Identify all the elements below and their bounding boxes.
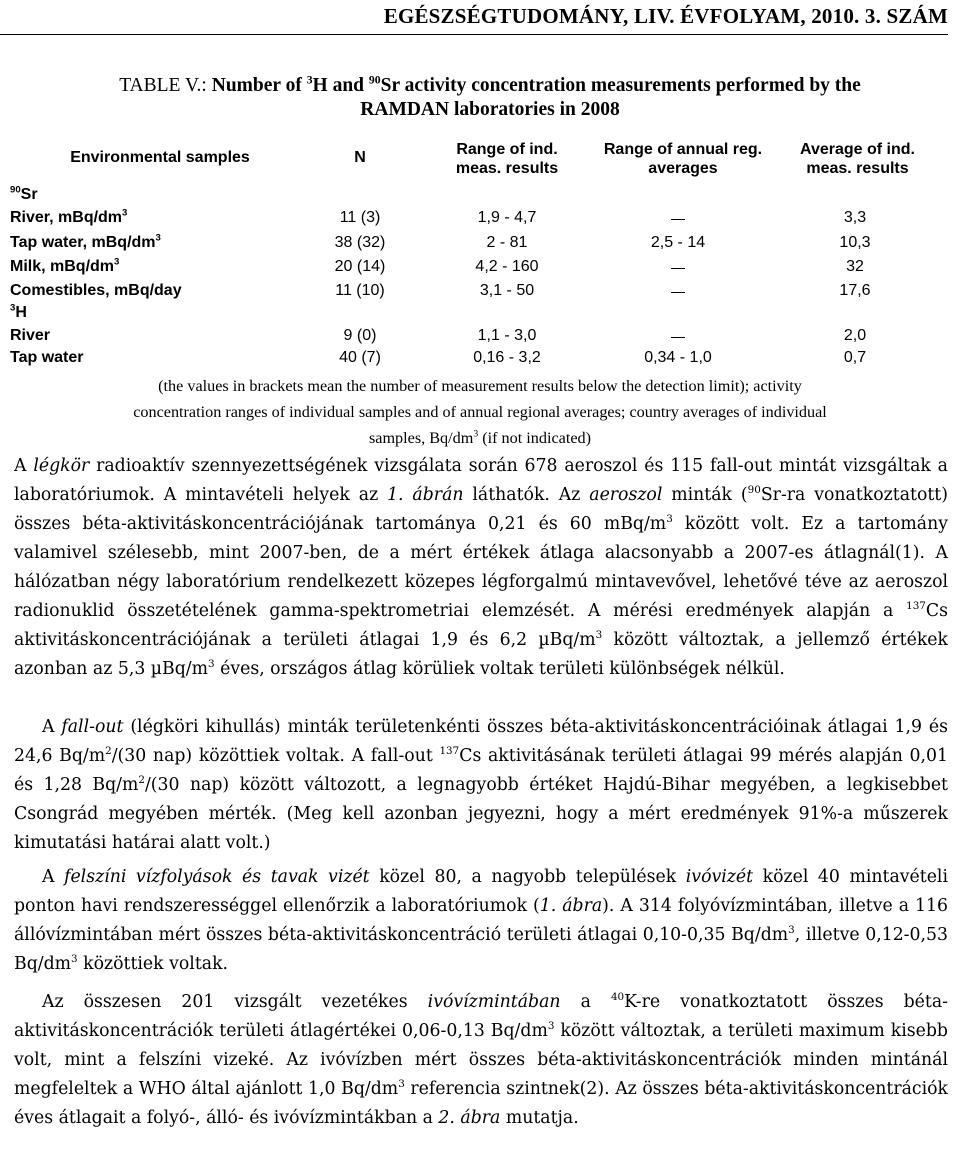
caption-sup-2: 90 (368, 73, 381, 87)
group-sr-sup: 90 (10, 184, 21, 196)
italic-run: felszíni vízfolyások és tavak vizét (64, 867, 370, 887)
paragraph-2-text (14, 713, 948, 858)
cell-n: 11 (10) (335, 282, 385, 299)
text-run: A (14, 456, 34, 476)
caption-text-3: Sr activity concentration measurements performed by the (380, 75, 861, 96)
paragraph-1-text (14, 452, 948, 684)
text-run: radioaktív szennyezettségének vizsgálata során 678 aeroszol és 115 fall-out mintát vizsgáltak a laboratóriumok. A mintavételi helyek az (14, 456, 948, 505)
superscript: 137 (439, 745, 460, 758)
row-label-sup: 3 (122, 207, 128, 219)
header-n: N (354, 149, 366, 166)
group-label-sr90 (10, 185, 38, 205)
superscript: 40 (610, 991, 625, 1004)
cell-average: 10,3 (839, 234, 871, 251)
text-run: minták ( (662, 485, 748, 505)
text-run: között volt. Ez a tartomány valamivel szélesebb, mint 2007-ben, de a mért értékek átlaga alacsonyabb a 2007-es átlagnál(1). A hálózatban négy laboratórium rendelkezett közepes légforgalmú mintavevővel, lehetővé téve az aeroszol radionuklid összetételének gamma-spektrometriai elemzését. A mérési eredmények alapján a (14, 514, 948, 621)
cell-average: 2,0 (843, 327, 867, 344)
cell-annual: 2,5 - 14 (650, 234, 706, 251)
text-run: közöttiek voltak. (77, 954, 229, 974)
table-number: TABLE V.: (119, 75, 207, 96)
italic-run: aeroszol (589, 485, 663, 505)
text-run: /(30 nap) között változott, a legnagyobb értéket Hajdú-Bihar megyében, a legkisebbet Csongrád megyében mérték. (Meg kell azonban jegyezni, hogy a mért eredmények 91%-a műszerek kimutatási határai alatt volt.) (14, 775, 948, 853)
caption-text-1: Number of (206, 75, 307, 96)
group-h-name: H (15, 304, 27, 321)
text-run: A (42, 717, 62, 737)
note-line-2: concentration ranges of individual samples and of annual regional averages; country averages of individual (133, 403, 827, 421)
cell-average: 17,6 (839, 282, 871, 299)
cell-range: 2 - 81 (486, 234, 528, 251)
cell-annual: 0,34 - 1,0 (644, 349, 712, 366)
caption-text-2: H and (312, 75, 369, 96)
paragraph-atmosphere (14, 452, 948, 684)
figure-ref: 1. ábrán (387, 485, 464, 505)
text-run: , illetve 0,12-0,53 Bq/dm (14, 925, 948, 974)
table-caption-line-2: RAMDAN laboratories in 2008 (360, 99, 620, 120)
italic-run: légkör (33, 456, 90, 476)
row-label (10, 257, 119, 277)
cell-average: 0,7 (843, 349, 867, 366)
text-run: Sr-ra vonatkoztatott) összes béta-aktivitáskoncentrációjának tartománya 0,21 és 60 mBq/m (14, 485, 948, 534)
cell-range: 4,2 - 160 (475, 258, 539, 275)
row-label-text: Tap water, mBq/dm (10, 234, 156, 251)
note-line-3-tail: (if not indicated) (478, 429, 591, 447)
cell-annual-dash (671, 219, 685, 220)
text-run: A (42, 867, 65, 887)
paragraph-3-text (14, 863, 948, 979)
text-run: közel 80, a nagyobb települések (369, 867, 686, 887)
table-caption (40, 74, 940, 122)
text-run: referencia szintnek(2). Az összes béta-aktivitáskoncentrációk éves átlagait a folyó-, álló- és ivóvízmintákban a (14, 1079, 948, 1128)
note-line-3-text: samples, Bq/dm (368, 429, 474, 447)
text-run: között változtak, a területi maximum kisebb volt, mint a felszíni vizeké. Az ivóvízben mért összes béta-aktivitáskoncentrációk minden mintánál megfeleltek a WHO által ajánlott 1,0 Bq/dm (14, 1021, 948, 1099)
cell-range: 1,9 - 4,7 (477, 209, 537, 226)
cell-range: 0,16 - 3,2 (473, 349, 541, 366)
italic-run: fall-out (61, 717, 124, 737)
superscript: 3 (788, 924, 795, 937)
superscript: 2 (138, 774, 145, 787)
paragraph-surface-water (14, 863, 948, 979)
cell-range: 1,1 - 3,0 (477, 327, 537, 344)
cell-n: 20 (14) (334, 258, 386, 275)
cell-n: 9 (0) (343, 327, 377, 344)
group-label-h3 (10, 303, 27, 323)
row-label-text: Milk, mBq/dm (10, 258, 115, 275)
figure-ref: 1. ábra (539, 896, 603, 916)
text-run: Cs aktivitáskoncentrációjának a területi átlagai 1,9 és 6,2 µBq/m (14, 601, 948, 650)
paragraph-4-text (14, 988, 948, 1133)
row-label (10, 348, 84, 368)
cell-annual-dash (671, 292, 685, 293)
text-run: közel 40 mintavételi ponton havi rendszerességgel ellenőrzik a laboratóriumok ( (14, 867, 948, 916)
header-environmental-samples: Environmental samples (70, 149, 250, 166)
row-label-text: Comestibles, mBq/day (10, 282, 182, 299)
row-label-sup: 3 (114, 256, 120, 268)
text-run: (légköri kihullás) minták területenkénti összes béta-aktivitáskoncentrációinak átlagai 1,9 és 24,6 Bq/m (14, 717, 948, 766)
text-run: ). A 314 folyóvízmintában, illetve a 116 állóvízmintában mért összes béta-aktivitáskoncentráció területi átlagai 0,10-0,35 Bq/dm (14, 896, 948, 945)
note-line-3 (20, 425, 940, 451)
row-label (10, 326, 50, 346)
superscript: 3 (398, 1078, 405, 1091)
row-label (10, 233, 161, 253)
cell-range: 3,1 - 50 (479, 282, 535, 299)
table-note (20, 373, 940, 451)
row-label-text: River (10, 327, 51, 344)
cell-annual-dash (671, 337, 685, 338)
text-run: Az összesen 201 vizsgált vezetékes (42, 992, 428, 1012)
superscript: 3 (71, 953, 78, 966)
text-run: között változtak, a jellemző értékek azonban az 5,3 µBq/m (14, 630, 948, 679)
superscript: 2 (105, 745, 112, 758)
text-run: /(30 nap) közöttiek voltak. A fall-out (111, 746, 440, 766)
figure-ref: 2. ábra (438, 1108, 501, 1128)
text-run: K-re vonatkoztatott összes béta-aktivitáskoncentrációk területi átlagértékei 0,06-0,13 Bq/dm (14, 992, 948, 1041)
cell-n: 40 (7) (339, 349, 381, 366)
table-caption-line-1 (40, 74, 940, 98)
text-run: láthatók. Az (463, 485, 590, 505)
cell-n: 11 (3) (339, 209, 381, 226)
superscript: 3 (208, 658, 215, 671)
header-average: Average of ind. meas. results (800, 141, 915, 177)
text-run: éves, országos átlag körüliek voltak területi különbségek nélkül. (214, 659, 785, 679)
row-label-text: Tap water (10, 349, 84, 366)
cell-average: 3,3 (843, 209, 867, 226)
row-label-text: River, mBq/dm (10, 209, 123, 226)
paragraph-fallout (14, 713, 948, 858)
superscript: 3 (666, 513, 673, 526)
italic-run: ivóvízmintában (427, 992, 561, 1012)
header-annual: Range of annual reg. averages (603, 141, 763, 177)
note-line-3-sup: 3 (473, 428, 479, 440)
paragraph-drinking-water (14, 988, 948, 1133)
text-run: a (560, 992, 611, 1012)
cell-annual-dash (671, 268, 685, 269)
italic-run: ivóvizét (685, 867, 754, 887)
superscript: 3 (595, 629, 603, 642)
caption-sup-1: 3 (306, 73, 313, 87)
superscript: 137 (906, 600, 926, 613)
group-h-sup: 3 (10, 302, 16, 314)
note-line-1: (the values in brackets mean the number of measurement results below the detection limit); activity (158, 377, 802, 395)
superscript: 90 (747, 484, 761, 497)
superscript: 3 (547, 1020, 555, 1033)
text-run: mutatja. (500, 1108, 579, 1128)
row-label-sup: 3 (155, 232, 161, 244)
group-sr-name: Sr (20, 186, 38, 203)
cell-n: 38 (32) (334, 234, 386, 251)
row-label (10, 208, 127, 228)
journal-header: EGÉSZSÉGTUDOMÁNY, LIV. ÉVFOLYAM, 2010. 3. SZÁM (383, 4, 948, 28)
header-rule (0, 34, 948, 35)
cell-average: 32 (846, 258, 864, 275)
row-label (10, 281, 182, 301)
text-run: Cs aktivitásának területi átlagai 99 mérés alapján 0,01 és 1,28 Bq/m (14, 746, 948, 795)
header-range: Range of ind. meas. results (455, 141, 559, 177)
